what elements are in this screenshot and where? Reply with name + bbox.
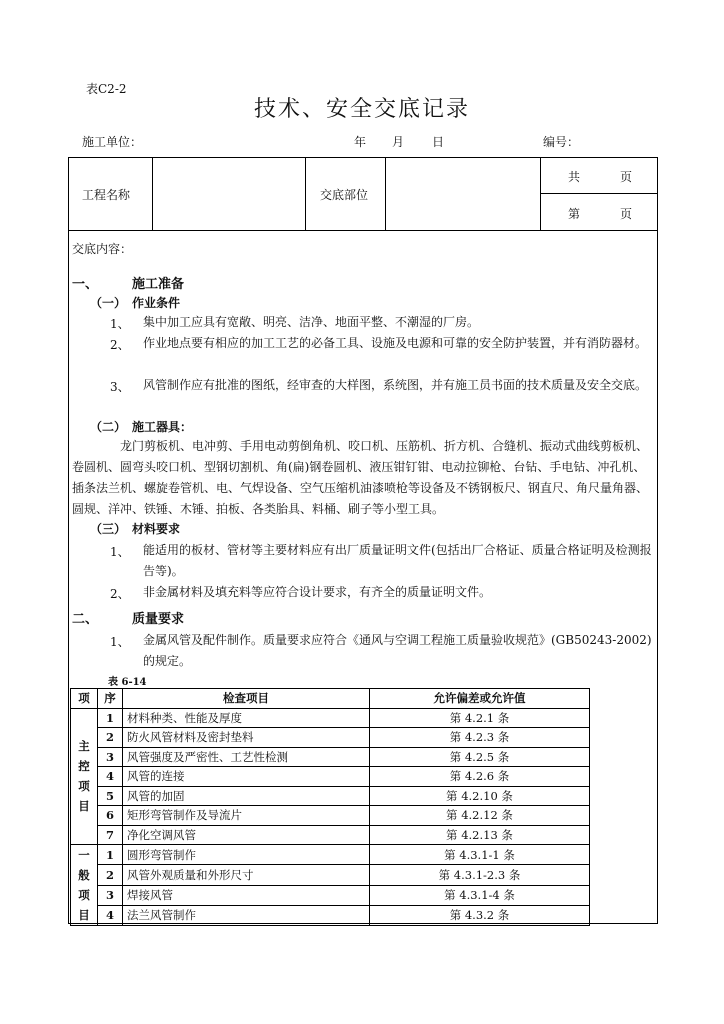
check-item: 风管强度及严密性、工艺性检测 <box>123 747 370 767</box>
item-number: 1、 <box>110 317 130 331</box>
total-pages-prefix: 共 <box>568 170 581 184</box>
allowed-value: 第 4.2.6 条 <box>370 767 590 787</box>
row-number: 7 <box>98 825 123 845</box>
table-row <box>71 885 590 905</box>
table-row <box>71 905 590 925</box>
check-item: 风管的连接 <box>123 767 370 787</box>
item-text: 作业地点要有相应的加工工艺的必备工具、设施及电源和可靠的安全防护装置，并有消防器材。 <box>143 336 648 350</box>
item-number: 1、 <box>110 635 130 649</box>
table-row <box>71 708 590 728</box>
column-header: 序 <box>98 689 123 709</box>
table-row <box>71 806 590 826</box>
day-label: 日 <box>432 135 445 149</box>
item-text: 风管制作应有批准的图纸，经审查的大样图，系统图，并有施工员书面的技术质量及安全交底。 <box>143 378 648 392</box>
row-number: 3 <box>98 885 123 905</box>
section-1-number: 一、 <box>72 277 99 292</box>
allowed-value: 第 4.2.3 条 <box>370 728 590 748</box>
location-field[interactable] <box>386 160 539 229</box>
location-label: 交底部位 <box>320 188 369 202</box>
item-text: 金属风管及配件制作。质量要求应符合《通风与空调工程施工质量验收规范》(GB50243-2002)的规定。 <box>143 633 652 668</box>
allowed-value: 第 4.3.1-2.3 条 <box>370 865 590 885</box>
page-prefix: 第 <box>568 207 581 221</box>
row-number: 5 <box>98 786 123 806</box>
divider <box>305 157 306 230</box>
allowed-value: 第 4.3.1-4 条 <box>370 885 590 905</box>
subsection-1c-number: （三） <box>90 522 127 536</box>
section-2-title: 质量要求 <box>132 612 185 627</box>
column-header: 检查项目 <box>123 689 370 709</box>
subsection-1a-title: 作业条件 <box>132 296 181 310</box>
row-number: 4 <box>98 767 123 787</box>
subsection-1c-title: 材料要求 <box>132 522 181 536</box>
project-name-label: 工程名称 <box>82 188 131 202</box>
check-item: 法兰风管制作 <box>123 905 370 925</box>
check-item: 焊接风管 <box>123 885 370 905</box>
table-row <box>71 845 590 865</box>
table-header-row <box>71 689 590 709</box>
page-suffix: 页 <box>620 207 633 221</box>
subsection-1a-number: （一） <box>90 296 127 310</box>
inspection-table <box>70 688 590 926</box>
column-header: 项 <box>71 689 98 709</box>
check-item: 圆形弯管制作 <box>123 845 370 865</box>
construction-unit-label: 施工单位： <box>82 135 143 149</box>
allowed-value: 第 4.2.1 条 <box>370 708 590 728</box>
group-general: 一 般 项 目 <box>71 845 98 926</box>
subsection-1b-number: （二） <box>90 420 127 434</box>
table-row <box>71 786 590 806</box>
item-number: 2、 <box>110 587 130 601</box>
section-1-title: 施工准备 <box>132 277 185 292</box>
row-number: 6 <box>98 806 123 826</box>
item-number: 2、 <box>110 338 130 352</box>
check-item: 净化空调风管 <box>123 825 370 845</box>
row-number: 1 <box>98 845 123 865</box>
row-number: 2 <box>98 865 123 885</box>
divider <box>540 193 658 194</box>
divider <box>68 230 658 231</box>
table-caption: 表 6-14 <box>108 677 147 688</box>
section-2-number: 二、 <box>72 612 99 627</box>
table-row <box>71 865 590 885</box>
group-main-control: 主 控 项 目 <box>71 708 98 845</box>
allowed-value: 第 4.2.13 条 <box>370 825 590 845</box>
total-pages-suffix: 页 <box>620 170 633 184</box>
item-number: 3、 <box>110 380 130 394</box>
row-number: 4 <box>98 905 123 925</box>
allowed-value: 第 4.2.5 条 <box>370 747 590 767</box>
column-header: 允许偏差或允许值 <box>370 689 590 709</box>
allowed-value: 第 4.3.1-1 条 <box>370 845 590 865</box>
row-number: 3 <box>98 747 123 767</box>
item-text: 能适用的板材、管材等主要材料应有出厂质量证明文件(包括出厂合格证、质量合格证明及检测报告等)。 <box>143 543 652 578</box>
check-item: 矩形弯管制作及导流片 <box>123 806 370 826</box>
table-row <box>71 728 590 748</box>
form-number: 表C2-2 <box>86 82 127 96</box>
table-row <box>71 747 590 767</box>
tools-paragraph: 龙门剪板机、电冲剪、手用电动剪倒角机、咬口机、压筋机、折方机、合缝机、振动式曲线剪板机、卷圆机、圆弯头咬口机、型钢切割机、角(扁)钢卷圆机、液压钳钉钳、电动拉铆枪、台钻、手电钻、冲孔机、插条法兰机、螺旋卷管机、电、气焊设备、空气压缩机油漆喷枪等设备及不锈钢板尺、钢直尺、角尺量角器、圆规、洋冲、铁锤、木锤、拍板、各类胎具、料桶、刷子等小型工具。 <box>72 439 649 516</box>
allowed-value: 第 4.2.10 条 <box>370 786 590 806</box>
row-number: 2 <box>98 728 123 748</box>
subsection-1b-title: 施工器具： <box>132 420 193 434</box>
table-row <box>71 825 590 845</box>
content-label: 交底内容： <box>72 242 133 256</box>
serial-number-label: 编号： <box>543 135 580 149</box>
table-row <box>71 767 590 787</box>
item-text: 非金属材料及填充料等应符合设计要求，有齐全的质量证明文件。 <box>143 585 492 599</box>
year-label: 年 <box>354 135 367 149</box>
project-name-field[interactable] <box>153 160 304 229</box>
page-title: 技术、安全交底记录 <box>253 97 470 122</box>
row-number: 1 <box>98 708 123 728</box>
allowed-value: 第 4.2.12 条 <box>370 806 590 826</box>
check-item: 材料种类、性能及厚度 <box>123 708 370 728</box>
check-item: 风管外观质量和外形尺寸 <box>123 865 370 885</box>
check-item: 风管的加固 <box>123 786 370 806</box>
month-label: 月 <box>392 135 405 149</box>
item-text: 集中加工应具有宽敞、明亮、洁净、地面平整、不潮湿的厂房。 <box>143 315 480 329</box>
check-item: 防火风管材料及密封垫料 <box>123 728 370 748</box>
allowed-value: 第 4.3.2 条 <box>370 905 590 925</box>
item-number: 1、 <box>110 545 130 559</box>
